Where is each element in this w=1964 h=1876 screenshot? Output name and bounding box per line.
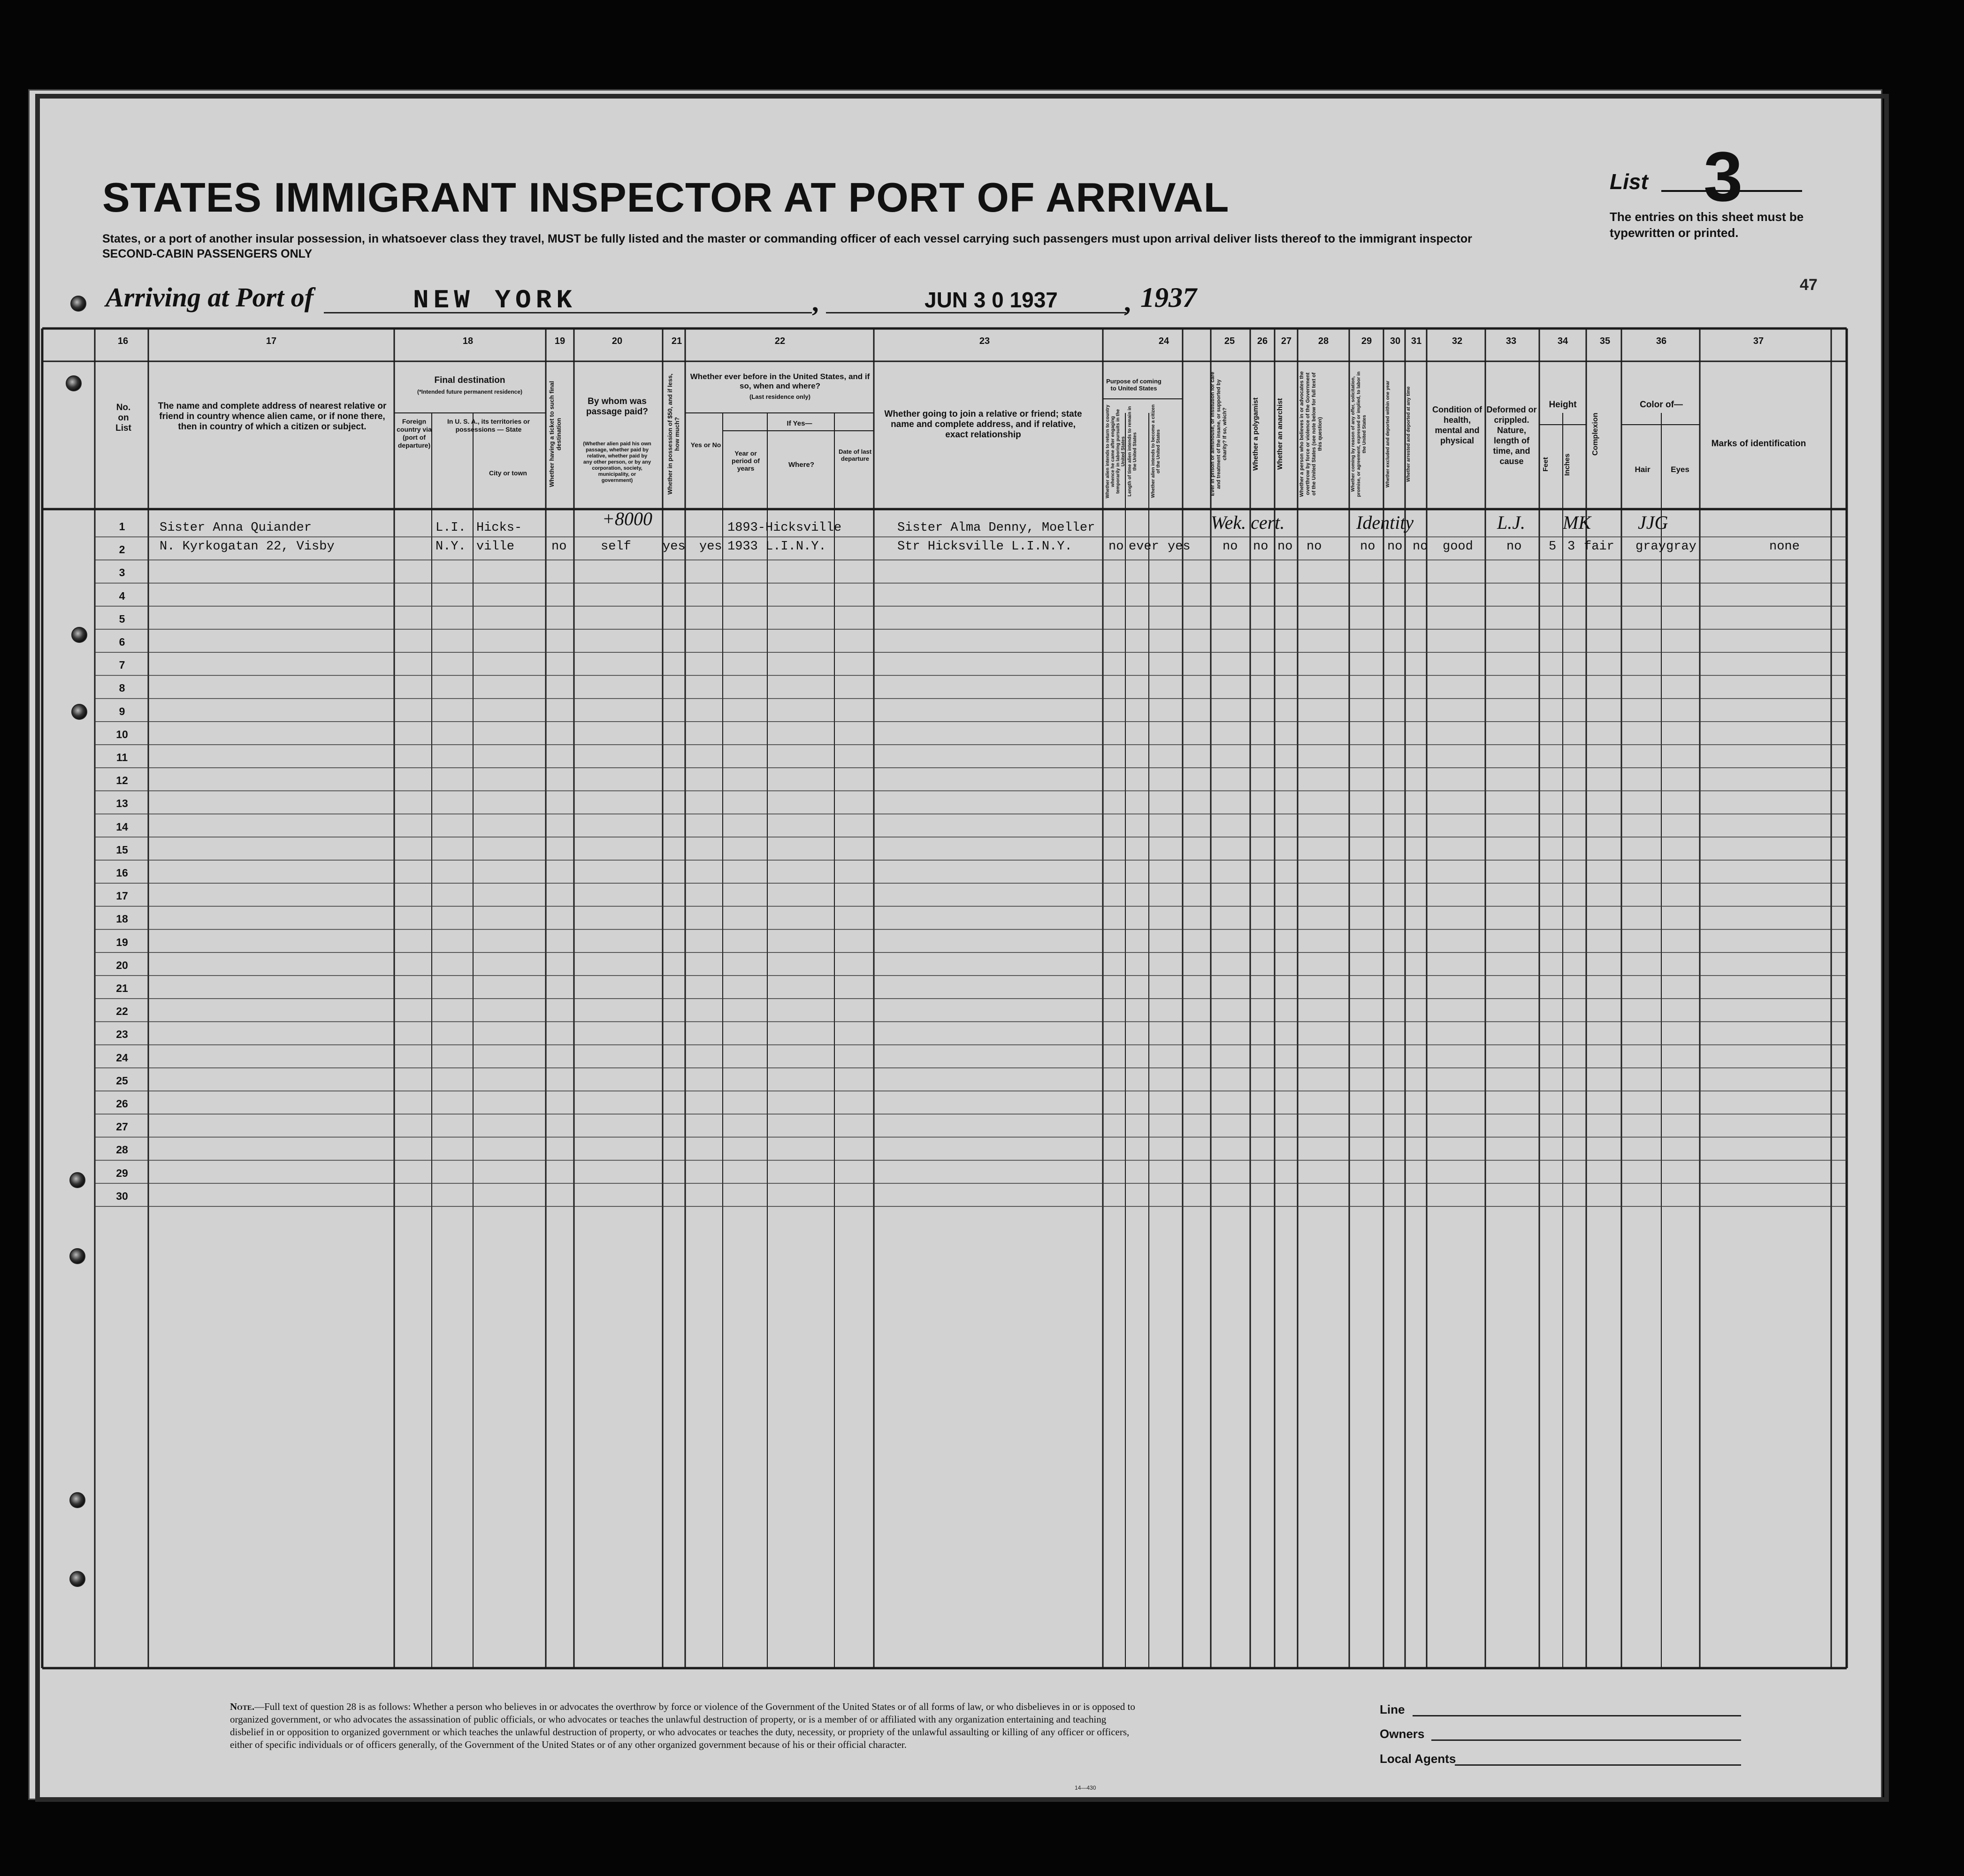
header-passage-paid: By whom was passage paid? <box>586 397 648 417</box>
col-num-21: 21 <box>671 336 682 346</box>
header-health: Condition of health, mental and physical <box>1432 405 1482 445</box>
header-passage-paid-note: (Whether alien paid his own passage, whether paid by relative, whether paid by any other person, or by any corporation, society, municipality, or government) <box>583 441 651 483</box>
entry-money: yes <box>663 540 686 554</box>
entry-hair: gray <box>1635 540 1666 554</box>
header-height: Height <box>1549 400 1577 410</box>
list-label: List <box>1610 169 1648 194</box>
entry-length-stay: ever <box>1129 540 1159 554</box>
row-number: 21 <box>116 982 128 994</box>
entry-ticket: no <box>551 540 567 554</box>
row-number: 24 <box>116 1051 128 1064</box>
entry-money-handwritten: +8000 <box>602 508 652 529</box>
entry-join-line1: Sister Alma Denny, Moeller <box>897 521 1095 535</box>
entry-marks: none <box>1769 540 1800 554</box>
header-nearest-relative: The name and complete address of nearest relative or friend in country whence alien came, or if none there, then in country of which a citizen or subject. <box>158 401 387 432</box>
line-label: Line <box>1380 1702 1405 1716</box>
row-number: 28 <box>116 1144 128 1156</box>
row-number: 23 <box>116 1028 128 1041</box>
header-purpose: Purpose of coming to United States <box>1106 378 1162 392</box>
entry-labor: no <box>1360 540 1376 554</box>
header-anarchist: Whether an anarchist <box>1276 398 1284 470</box>
row-number: 1 <box>119 520 125 533</box>
entry-state-line2: N.Y. <box>436 540 466 554</box>
row-number: 13 <box>116 797 128 810</box>
row-number: 22 <box>116 1005 128 1018</box>
entry-annotation-5: JJG <box>1638 512 1668 533</box>
question-28-note <box>230 1701 1140 1751</box>
entry-city-line2: ville <box>476 540 515 554</box>
header-if-yes: If Yes— <box>787 419 812 427</box>
row-number: 12 <box>116 774 128 787</box>
entry-before-us: yes <box>699 540 722 554</box>
header-usa-state: In U. S. A., its territories or possessions — State <box>447 418 530 433</box>
col-num-31: 31 <box>1411 336 1422 346</box>
entry-city-line1: Hicks- <box>476 521 522 535</box>
header-year-period: Year or period of years <box>732 450 760 472</box>
col-num-27: 27 <box>1281 336 1292 346</box>
row-number: 30 <box>116 1190 128 1202</box>
entry-excluded: no <box>1387 540 1403 554</box>
col-num-23: 23 <box>979 336 990 346</box>
col-num-33: 33 <box>1505 336 1517 346</box>
header-become-citizen: Whether alien intends to become a citizen of the United States <box>1151 404 1161 498</box>
header-complexion: Complexion <box>1591 412 1599 456</box>
row-number: 6 <box>119 636 125 648</box>
entry-annotation-2: Identity <box>1356 512 1414 533</box>
entry-complexion: fair <box>1584 540 1614 554</box>
note-text: —Full text of question 28 is as follows: Whether a person who believes in or advocates the overthrow by force or violence of the Government of the United States or of all forms of law, or who disbelieves in or is opposed to organized government, or who advocates the assassination of public officials, or who advocates or teaches the unlawful destruction of property, or is a member of or affiliated with any organization entertaining and teaching disbelief in or opposition to organized government or which teaches the unlawful destruction of property, or who advocates or teaches the duty, necessity, or propriety of the unlawful assaulting or killing of any officer or officers, either of specific individuals or of officers generally, of the Government of the United States or of any other organized government because of his or their official character. <box>230 1701 1135 1750</box>
owners-label: Owners <box>1380 1727 1425 1741</box>
arriving-label: Arriving at Port of <box>106 282 314 313</box>
col-num-29: 29 <box>1361 336 1372 346</box>
row-number: 18 <box>116 913 128 925</box>
row-number: 4 <box>119 589 125 602</box>
row-number: 5 <box>119 612 125 625</box>
note-label: Note. <box>230 1701 255 1712</box>
col-num-37: 37 <box>1753 336 1764 346</box>
header-final-destination: Final destination <box>434 375 505 385</box>
header-join-relative: Whether going to join a relative or friend; state name and complete address, and if relative, exact relationship <box>884 409 1082 440</box>
page-subtitle: States, or a port of another insular possession, in whatsoever class they travel, MUST be fully listed and the master or commanding officer of each vessel carrying such passengers must upon arrival deliver lists thereof to the immigrant inspector <box>102 232 1472 245</box>
header-marks: Marks of identification <box>1711 439 1806 449</box>
row-number: 8 <box>119 682 125 694</box>
col-num-17: 17 <box>266 336 277 346</box>
header-final-destination-note: (*Intended future permanent residence) <box>417 389 523 395</box>
header-deformed: Deformed or crippled. Nature, length of time, and cause <box>1486 405 1537 466</box>
agents-underline <box>1455 1764 1741 1766</box>
row-number: 10 <box>116 728 128 740</box>
header-eyes: Eyes <box>1671 465 1689 474</box>
sheet-number: 47 <box>1800 276 1818 294</box>
row-number: 25 <box>116 1074 128 1087</box>
page-title: STATES IMMIGRANT INSPECTOR AT PORT OF ARRIVAL <box>102 174 1230 221</box>
entry-relative-line2: N. Kyrkogatan 22, Visby <box>160 540 335 554</box>
header-city-town: City or town <box>489 469 527 477</box>
header-foreign-country: Foreign country via (port of departure) <box>397 418 432 449</box>
entry-purpose: no <box>1108 540 1124 554</box>
header-intends-return: Whether alien intends to return to country whence he came after engaging temporarily in laboring pursuits in the United States <box>1105 404 1126 498</box>
entry-overthrow: no <box>1307 540 1322 554</box>
entry-years-line2: 1933 L.I.N.Y. <box>727 540 826 554</box>
owners-underline <box>1431 1739 1741 1741</box>
arrival-year: 1937 <box>1140 282 1197 313</box>
row-number: 17 <box>116 890 128 902</box>
row-number: 16 <box>116 867 128 879</box>
row-number: 29 <box>116 1167 128 1179</box>
header-fifty-dollars: Whether in possession of $50, and if less, how much? <box>666 374 680 495</box>
entry-eyes: gray <box>1666 540 1697 554</box>
col-num-22: 22 <box>774 336 786 346</box>
entry-polygamist: no <box>1253 540 1269 554</box>
entry-join-line2: Str Hicksville L.I.N.Y. <box>897 540 1072 554</box>
row-number: 9 <box>119 705 125 717</box>
header-hair: Hair <box>1635 465 1651 474</box>
local-agents-label: Local Agents <box>1380 1752 1456 1766</box>
header-inches: Inches <box>1563 453 1571 476</box>
header-excluded: Whether excluded and deported within one year <box>1385 381 1391 488</box>
header-overthrow: Whether a person who believes in or advocates the overthrow by force or violence of the Government of the United States (see note below for full text of this question) <box>1299 371 1323 497</box>
entry-annotation-1: Wek. cert. <box>1211 512 1285 533</box>
entry-annotation-3: L.J. <box>1497 512 1525 533</box>
col-num-18: 18 <box>462 336 474 346</box>
arrival-date-stamp: JUN 3 0 1937 <box>925 288 1058 312</box>
header-deported: Whether arrested and deported at any time <box>1406 386 1411 482</box>
entry-become-citizen: yes <box>1168 540 1191 554</box>
col-num-36: 36 <box>1656 336 1667 346</box>
col-num-28: 28 <box>1318 336 1329 346</box>
entry-deformed: no <box>1506 540 1522 554</box>
header-polygamist: Whether a polygamist <box>1252 397 1260 471</box>
row-number: 20 <box>116 959 128 971</box>
col-num-30: 30 <box>1390 336 1401 346</box>
entry-years-line1: 1893-Hicksville <box>727 521 842 535</box>
row-number: 19 <box>116 936 128 948</box>
header-color-of: Color of— <box>1640 400 1683 410</box>
header-where: Where? <box>788 461 814 469</box>
col-num-25: 25 <box>1224 336 1235 346</box>
row-number: 11 <box>116 751 128 763</box>
row-number: 3 <box>119 566 125 579</box>
col-num-26: 26 <box>1257 336 1268 346</box>
header-ticket: Whether having a ticket to such final destination <box>548 381 562 488</box>
row-number: 2 <box>119 543 125 556</box>
entry-feet: 5 <box>1549 540 1557 554</box>
header-prison: Ever in prison or almshouse, or institution for care and treatment of the insane, or supported by charity? If so, which? <box>1210 372 1228 496</box>
col-num-16: 16 <box>117 336 129 346</box>
entry-deported: no <box>1413 540 1428 554</box>
header-before-in-us: Whether ever before in the United States, and if so, when and where? <box>690 372 870 390</box>
entry-health: good <box>1443 540 1473 554</box>
col-num-35: 35 <box>1599 336 1611 346</box>
header-length-stay: Length of time alien intends to remain in the United States <box>1127 406 1138 497</box>
header-before-in-us-note: (Last residence only) <box>749 393 811 400</box>
entry-relative-line1: Sister Anna Quiander <box>160 521 312 535</box>
col-num-20: 20 <box>611 336 623 346</box>
cabin-class-note: SECOND-CABIN PASSENGERS ONLY <box>102 247 313 260</box>
form-number: 14—430 <box>1075 1784 1096 1791</box>
entry-annotation-4: MK <box>1563 512 1591 533</box>
line-underline <box>1413 1715 1741 1716</box>
col-num-24: 24 <box>1158 336 1169 346</box>
arrival-port: NEW YORK <box>413 285 577 315</box>
header-last-departure: Date of last departure <box>838 448 872 462</box>
row-number: 14 <box>116 820 128 833</box>
entry-paid-by: self <box>601 540 631 554</box>
entry-state-line1: L.I. <box>436 521 466 535</box>
row-number: 27 <box>116 1121 128 1133</box>
col-num-34: 34 <box>1557 336 1568 346</box>
row-number: 7 <box>119 659 125 671</box>
header-list-number: No. on List <box>115 403 131 433</box>
list-instruction: The entries on this sheet must be typewritten or printed. <box>1610 210 1804 240</box>
row-number: 15 <box>116 843 128 856</box>
header-yes-no: Yes or No <box>690 441 721 449</box>
header-feet: Feet <box>1542 457 1550 472</box>
row-number: 26 <box>116 1098 128 1110</box>
entry-inches: 3 <box>1567 540 1575 554</box>
list-number: 3 <box>1704 137 1743 216</box>
col-num-19: 19 <box>554 336 566 346</box>
entry-prison: no <box>1223 540 1238 554</box>
entry-anarchist: no <box>1277 540 1293 554</box>
header-labor-offer: Whether coming by reason of any offer, solicitation, promise, or agreement, expressed or implied, to labor in the United States <box>1351 371 1367 497</box>
col-num-32: 32 <box>1452 336 1463 346</box>
